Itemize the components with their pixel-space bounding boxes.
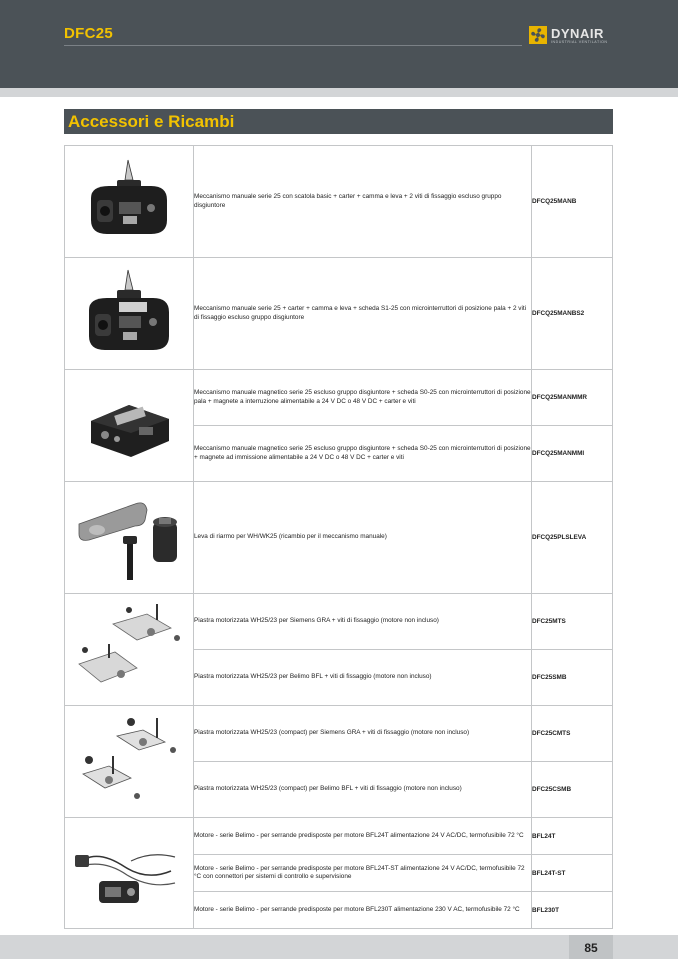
product-description: Piastra motorizzata WH25/23 per Belimo BFL + viti di fissaggio (motore non incluso) xyxy=(194,650,532,706)
manual-mechanism-switch-board-image xyxy=(79,266,179,362)
brand-tagline: INDUSTRIAL VENTILATION xyxy=(551,40,608,44)
product-code: DFC25MTS xyxy=(532,594,613,650)
product-code: DFCQ25MANB xyxy=(532,146,613,258)
product-image-cell xyxy=(65,258,194,370)
motorized-plate-image xyxy=(71,598,187,702)
table-row xyxy=(65,258,613,370)
table-row xyxy=(65,594,613,650)
page-number: 85 xyxy=(584,941,598,955)
product-image-cell xyxy=(65,370,194,482)
product-description: Motore - serie Belimo - per serrande predisposte per motore BFL24T alimentazione 24 V AC/DC, termofusibile 72 °C xyxy=(194,818,532,855)
belimo-motor-image xyxy=(71,831,187,915)
product-description: Meccanismo manuale magnetico serie 25 escluso gruppo disgiuntore + scheda S0-25 con microinterruttori di posizione + magnete ad immissione alimentabile a 24 V DC o 48 V DC + carter e viti xyxy=(194,426,532,482)
table-row xyxy=(65,706,613,762)
table-row xyxy=(65,818,613,855)
product-image-cell xyxy=(65,594,194,706)
product-description: Motore - serie Belimo - per serrande predisposte per motore BFL24T-ST alimentazione 24 V AC/DC, termofusibile 72 °C con connettori per sistemi di controllo e supervisione xyxy=(194,855,532,892)
section-header xyxy=(64,109,613,134)
header-rule xyxy=(64,45,522,46)
compact-motorized-plate-image xyxy=(73,712,185,812)
product-code: BFL230T xyxy=(532,892,613,929)
product-image-cell xyxy=(65,146,194,258)
section-title: Accessori e Ricambi xyxy=(68,112,235,131)
table-row xyxy=(65,146,613,258)
brand-logo xyxy=(529,26,621,46)
page-header xyxy=(0,0,678,88)
product-description: Meccanismo manuale magnetico serie 25 escluso gruppo disgiuntore + scheda S0-25 con microinterruttori di posizione pala + magnete a interruzione alimentabile a 24 V DC o 48 V DC + carter e viti xyxy=(194,370,532,426)
product-code: BFL24T xyxy=(532,818,613,855)
product-code: DFC25CMTS xyxy=(532,706,613,762)
brand-name: DYNAIR xyxy=(551,26,604,41)
product-description: Motore - serie Belimo - per serrande predisposte per motore BFL230T alimentazione 230 V AC, termofusibile 72 °C xyxy=(194,892,532,929)
reset-lever-image xyxy=(73,488,185,588)
product-code: DFCQ25PLSLEVA xyxy=(532,482,613,594)
product-code: DFC25SMB xyxy=(532,650,613,706)
page-number-box xyxy=(569,935,613,959)
product-image-cell xyxy=(65,706,194,818)
product-description: Meccanismo manuale serie 25 con scatola basic + carter + camma e leva + 2 viti di fissaggio escluso gruppo disgiuntore xyxy=(194,146,532,258)
table-row xyxy=(65,482,613,594)
product-code: BFL24T-ST xyxy=(532,855,613,892)
product-description: Meccanismo manuale serie 25 + carter + camma e leva + scheda S1-25 con microinterruttori di posizione pala + 2 viti di fissaggio escluso gruppo disgiuntore xyxy=(194,258,532,370)
manual-mechanism-image xyxy=(79,156,179,248)
product-description: Leva di riarmo per WH/WK25 (ricambio per il meccanismo manuale) xyxy=(194,482,532,594)
magnetic-mechanism-image xyxy=(79,391,179,461)
product-description: Piastra motorizzata WH25/23 (compact) per Belimo BFL + viti di fissaggio (motore non incluso) xyxy=(194,762,532,818)
accessories-table xyxy=(64,145,613,929)
table-row xyxy=(65,370,613,426)
product-image-cell xyxy=(65,482,194,594)
product-code: DFC25CSMB xyxy=(532,762,613,818)
product-description: Piastra motorizzata WH25/23 (compact) per Siemens GRA + viti di fissaggio (motore non incluso) xyxy=(194,706,532,762)
product-image-cell xyxy=(65,818,194,929)
product-code: DFCQ25MANMMR xyxy=(532,370,613,426)
product-description: Piastra motorizzata WH25/23 per Siemens GRA + viti di fissaggio (motore non incluso) xyxy=(194,594,532,650)
fan-icon xyxy=(529,26,547,44)
product-code: DFCQ25MANBS2 xyxy=(532,258,613,370)
header-strip xyxy=(0,88,678,97)
document-code: DFC25 xyxy=(64,25,114,42)
product-code: DFCQ25MANMMI xyxy=(532,426,613,482)
